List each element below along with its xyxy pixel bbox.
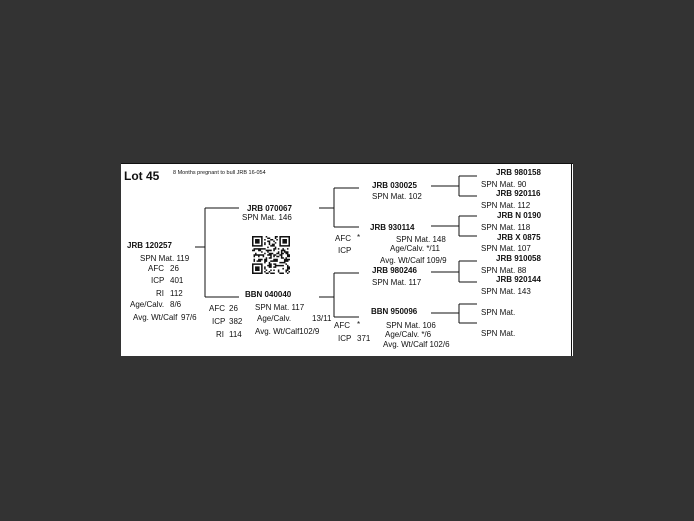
gen3-d-id: BBN 950096 — [371, 307, 418, 316]
gen3-b-afc-mark: * — [357, 233, 361, 242]
gen4-6-id: JRB 920144 — [496, 275, 541, 284]
lot-title: Lot 45 — [124, 169, 160, 183]
gen3-d-spn: SPN Mat. 106 — [386, 321, 436, 330]
gen4-2-spn: SPN Mat. 112 — [481, 201, 531, 210]
gen4-1-id: JRB 980158 — [496, 168, 541, 177]
qr-code — [252, 236, 290, 274]
gen3-d-icp-label: ICP — [338, 334, 352, 343]
dam-afc-label: AFC — [148, 264, 164, 273]
dam-icp-label: ICP — [151, 276, 165, 285]
gen3-a-spn: SPN Mat. 102 — [372, 192, 422, 201]
qr-modules — [252, 236, 290, 274]
dam-id: JRB 120257 — [127, 241, 172, 250]
gen3-c-id: JRB 980246 — [372, 266, 417, 275]
maternal-dam-icp-label: ICP — [212, 317, 226, 326]
gen3-d-icp-value: 371 — [357, 334, 371, 343]
maternal-dam-ri-label: RI — [216, 330, 224, 339]
dam-spn: SPN Mat. 119 — [140, 254, 190, 263]
maternal-dam-afc-value: 26 — [229, 304, 238, 313]
gen3-b-id: JRB 930114 — [370, 223, 415, 232]
maternal-dam-spn: SPN Mat. 117 — [255, 303, 305, 312]
gen3-b-afc-label: AFC — [335, 234, 351, 243]
gen3-a-id: JRB 030025 — [372, 181, 417, 190]
dam-ri-value: 112 — [170, 289, 183, 298]
gen4-4-spn: SPN Mat. 107 — [481, 244, 531, 253]
gen4-5-spn: SPN Mat. 88 — [481, 266, 527, 275]
maternal-dam-agecalv-label: Age/Calv. — [257, 314, 292, 323]
dam-avgwt-label: Avg. Wt/Calf — [133, 313, 178, 322]
gen4-1-spn: SPN Mat. 90 — [481, 180, 527, 189]
dam-avgwt-value: 97/6 — [181, 313, 197, 322]
maternal-dam-ri-value: 114 — [229, 330, 242, 339]
gen4-8-spn: SPN Mat. — [481, 329, 516, 338]
gen4-6-spn: SPN Mat. 143 — [481, 287, 531, 296]
gen3-c-spn: SPN Mat. 117 — [372, 278, 422, 287]
gen4-2-id: JRB 920116 — [496, 189, 541, 198]
lot-note: 8 Months pregnant to bull JRB 16-054 — [173, 170, 266, 176]
maternal-dam-id: BBN 040040 — [245, 290, 292, 299]
maternal-dam-agecalv-value: 13/11 — [312, 314, 332, 323]
gen3-b-avgwt: Avg. Wt/Calf 109/9 — [380, 256, 447, 265]
gen3-d-afc-label: AFC — [334, 321, 350, 330]
gen4-5-id: JRB 910058 — [496, 254, 541, 263]
gen4-7-spn: SPN Mat. — [481, 308, 516, 317]
gen3-b-agecalv: Age/Calv. */11 — [390, 244, 440, 253]
maternal-dam-afc-label: AFC — [209, 304, 225, 313]
gen4-4-id: JRB X 0875 — [497, 233, 541, 242]
pedigree-card — [121, 163, 573, 356]
maternal-dam-icp-value: 382 — [229, 317, 243, 326]
gen3-d-avgwt: Avg. Wt/Calf 102/6 — [383, 340, 450, 349]
gen3-b-icp-label: ICP — [338, 246, 352, 255]
dam-ri-label: RI — [156, 289, 164, 298]
gen3-d-agecalv: Age/Calv. */6 — [385, 330, 432, 339]
dam-icp-value: 401 — [170, 276, 184, 285]
gen3-d-afc-mark: * — [357, 320, 361, 329]
dam-agecalv-value: 8/6 — [170, 300, 182, 309]
sire-id: JRB 070067 — [247, 204, 292, 213]
maternal-dam-avgwt: Avg. Wt/Calf102/9 — [255, 327, 320, 336]
gen3-b-spn: SPN Mat. 148 — [396, 235, 446, 244]
gen4-3-spn: SPN Mat. 118 — [481, 223, 531, 232]
dam-agecalv-label: Age/Calv. — [130, 300, 165, 309]
sire-spn: SPN Mat. 146 — [242, 213, 292, 222]
dam-afc-value: 26 — [170, 264, 179, 273]
gen4-3-id: JRB N 0190 — [497, 211, 542, 220]
